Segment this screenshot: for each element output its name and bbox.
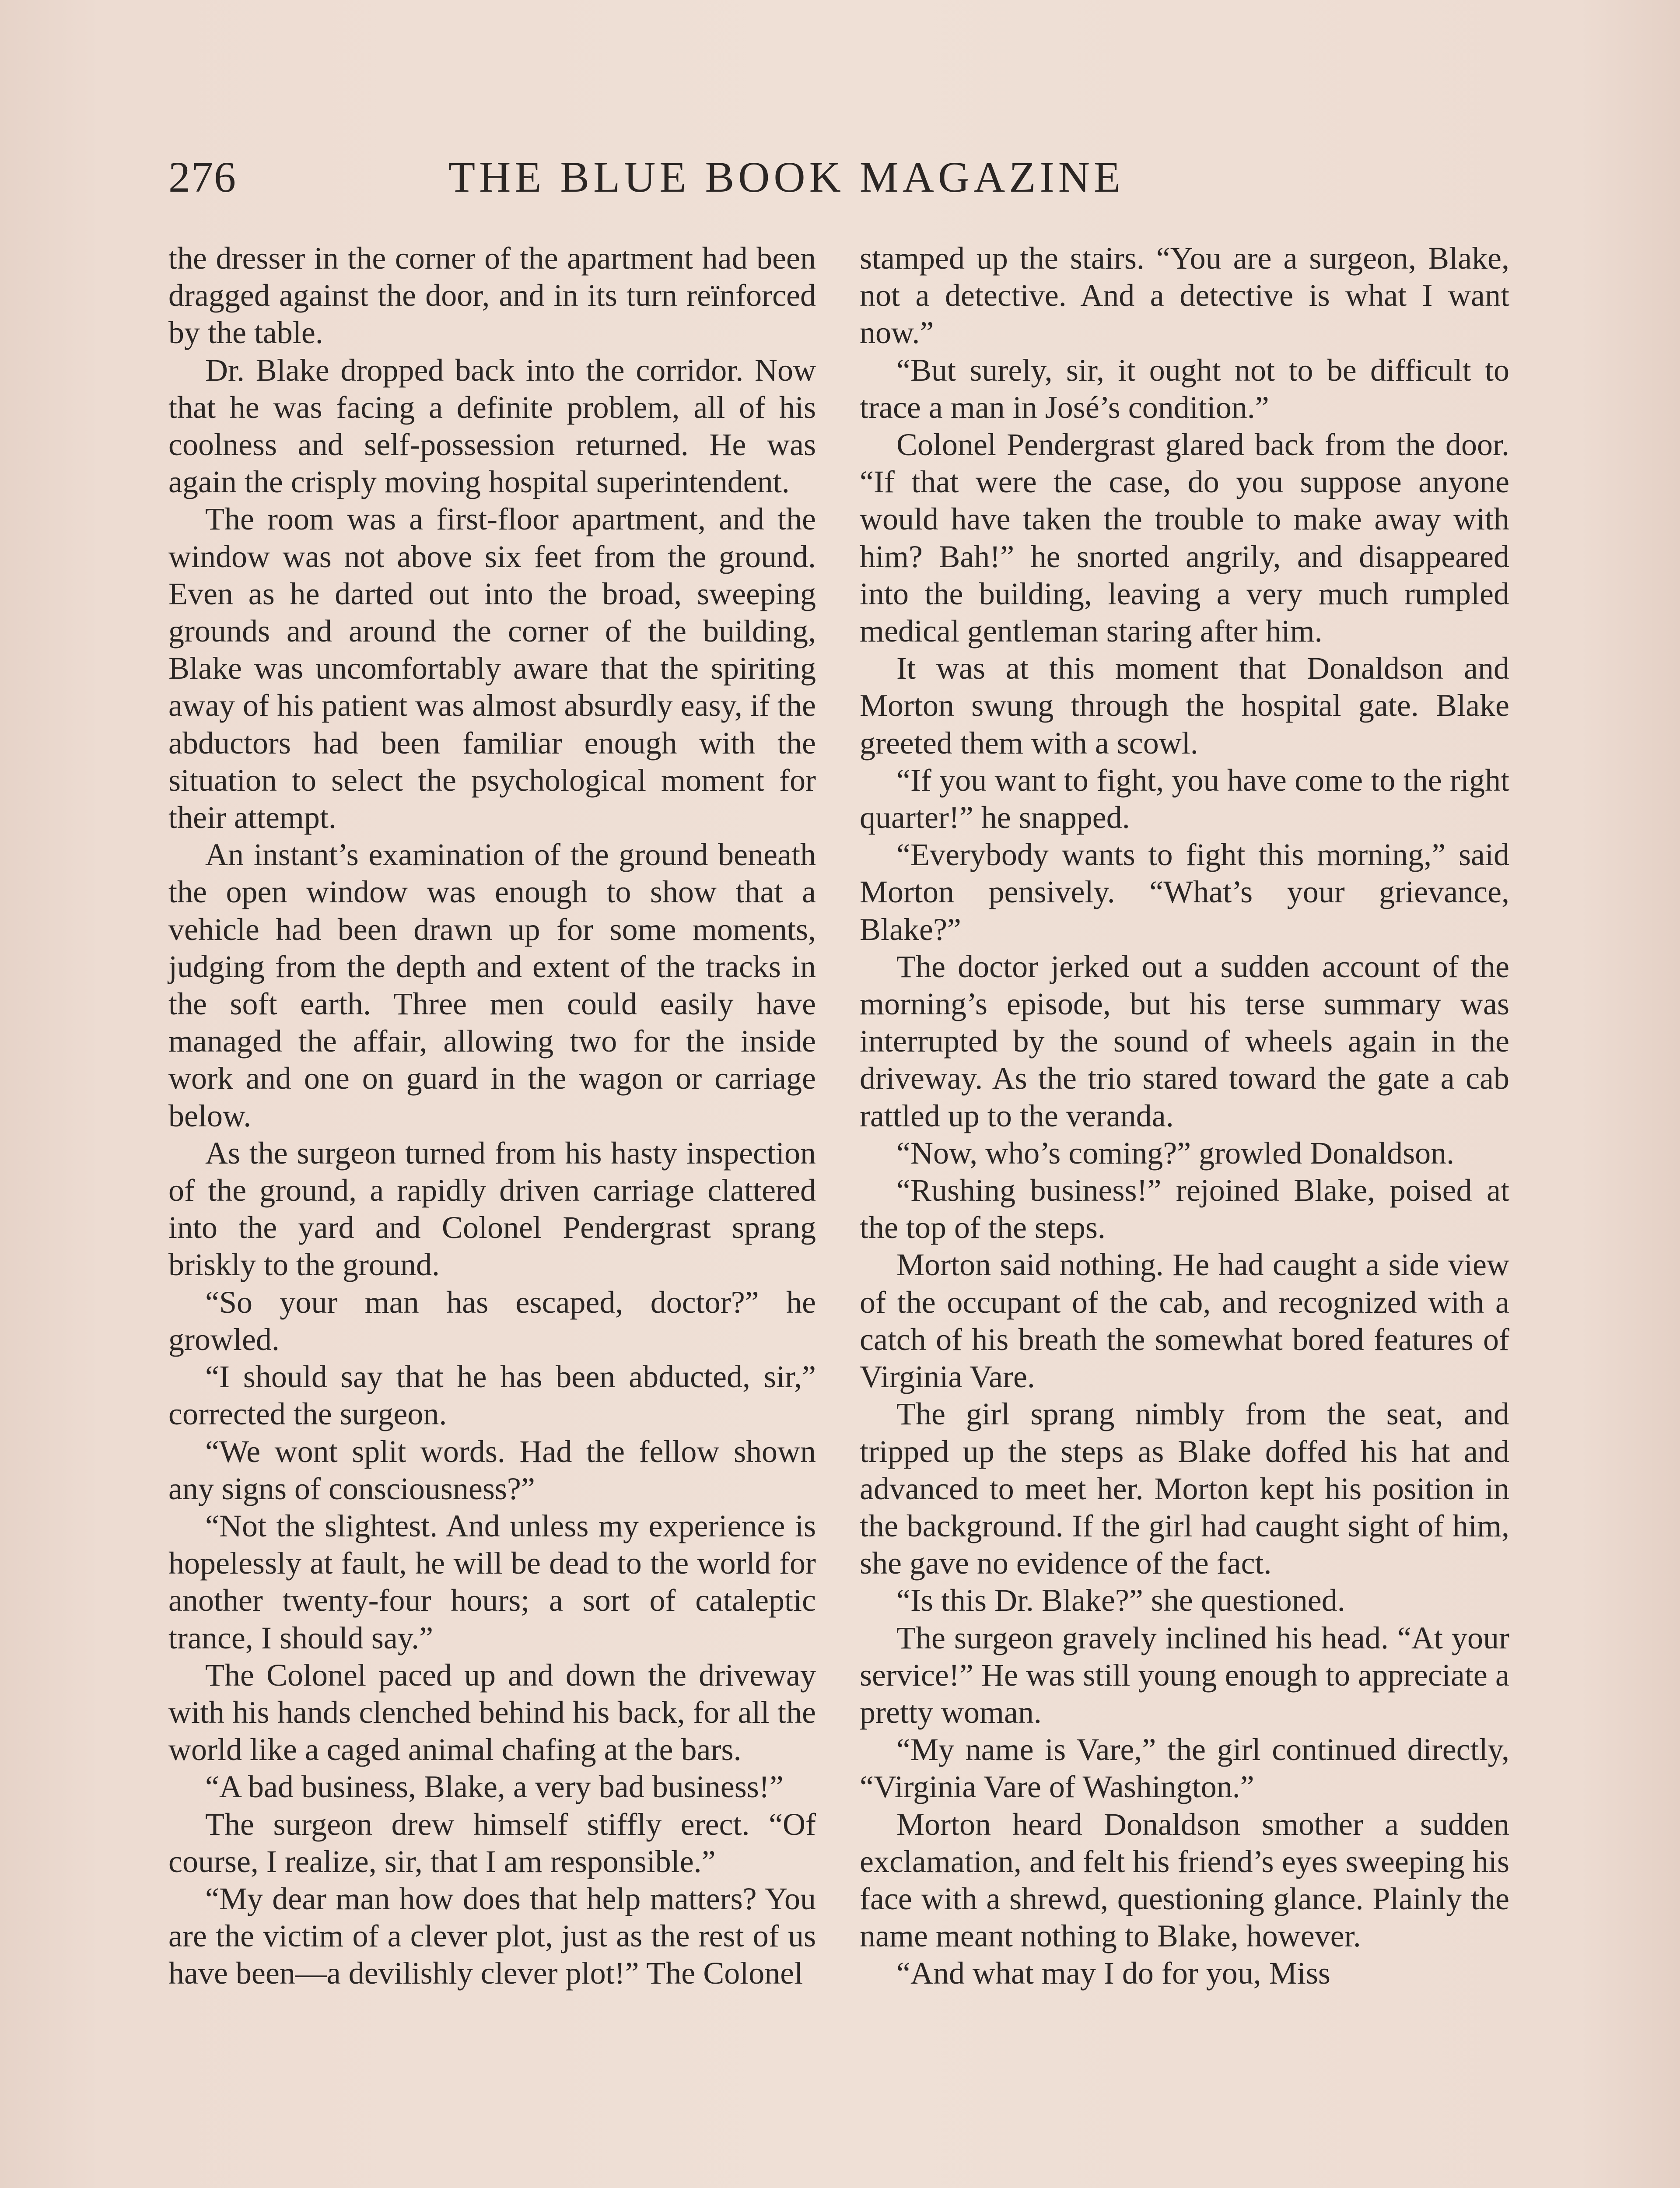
running-title: THE BLUE BOOK MAGAZINE [448, 153, 1125, 201]
paragraph: “But surely, sir, it ought not to be difficult to trace a man in José’s condition.” [860, 352, 1509, 425]
paragraph: “Is this Dr. Blake?” she questioned. [896, 1583, 1345, 1618]
paragraph: Morton said nothing. He had caught a side view of the occupant of the cab, and recognized with a catch of his breath the somewhat bored features of Virginia Vare. [860, 1247, 1509, 1395]
paragraph: The girl sprang nimbly from the seat, and tripped up the steps as Blake doffed his hat and advanced to meet her. Morton kept his position in the background. If the girl had caught sight of him, she gave no evidence of the fact. [860, 1396, 1509, 1581]
paragraph: “I should say that he has been abducted, sir,” corrected the surgeon. [168, 1359, 816, 1432]
paragraph: “Now, who’s coming?” growled Donaldson. [896, 1135, 1455, 1171]
right-column [860, 240, 1509, 1992]
paragraph: “A bad business, Blake, a very bad business!” [205, 1769, 784, 1805]
paragraph: “My dear man how does that help matters? You are the victim of a clever plot, just as the rest of us have been—a devilishly clever plot!” The Colonel [168, 1881, 816, 1991]
page-header [168, 142, 1512, 212]
paragraph: It was at this moment that Donaldson and Morton swung through the hospital gate. Blake greeted them with a scowl. [860, 651, 1509, 761]
paragraph: “My name is Vare,” the girl continued directly, “Virginia Vare of Washington.” [860, 1732, 1509, 1805]
paragraph: “Everybody wants to fight this morning,” said Morton pensively. “What’s your grievance, Blake?” [860, 837, 1509, 947]
paragraph: “Not the slightest. And unless my experience is hopelessly at fault, he will be dead to the world for another twenty-four hours; a sort of cataleptic trance, I should say.” [168, 1508, 816, 1655]
page-number: 276 [168, 153, 237, 201]
paragraph: Dr. Blake dropped back into the corridor. Now that he was facing a definite problem, all of his coolness and self-possession returned. He was again the crisply moving hospital superintendent. [168, 352, 816, 500]
paragraph: stamped up the stairs. “You are a surgeon, Blake, not a detective. And a detective is what I want now.” [860, 241, 1509, 351]
paragraph: The Colonel paced up and down the driveway with his hands clenched behind his back, for all the world like a caged animal chafing at the bars. [168, 1657, 816, 1767]
paragraph: The surgeon drew himself stiffly erect. “Of course, I realize, sir, that I am responsible.” [168, 1806, 816, 1879]
left-column [168, 240, 816, 1992]
paragraph: The doctor jerked out a sudden account of the morning’s episode, but his terse summary was interrupted by the sound of wheels again in the driveway. As the trio stared toward the gate a cab rattled up to the veranda. [860, 949, 1509, 1133]
paragraph: An instant’s examination of the ground beneath the open window was enough to show that a vehicle had been drawn up for some moments, judging from the depth and extent of the tracks in the soft earth. Three men could easily have managed the affair, allowing two for the inside work and one on guard in the wagon or carriage below. [168, 837, 816, 1133]
paragraph: the dresser in the corner of the apartment had been dragged against the door, and in its turn reïnforced by the table. [168, 241, 816, 351]
paragraph: As the surgeon turned from his hasty inspection of the ground, a rapidly driven carriage clattered into the yard and Colonel Pendergrast sprang briskly to the ground. [168, 1135, 816, 1283]
paragraph: “If you want to fight, you have come to the right quarter!” he snapped. [860, 762, 1509, 835]
paragraph: The surgeon gravely inclined his head. “At your service!” He was still young enough to appreciate a pretty woman. [860, 1620, 1509, 1730]
paragraph: “And what may I do for you, Miss [896, 1956, 1330, 1991]
paragraph: “We wont split words. Had the fellow shown any signs of consciousness?” [168, 1434, 816, 1506]
paragraph: Colonel Pendergrast glared back from the door. “If that were the case, do you suppose anyone would have taken the trouble to make away with him? Bah!” he snorted angrily, and disappeared into the building, leaving a very much rumpled medical gentleman staring after him. [860, 427, 1509, 649]
paragraph: “Rushing business!” rejoined Blake, poised at the top of the steps. [860, 1173, 1509, 1245]
paragraph: The room was a first-floor apartment, and the window was not above six feet from the ground. Even as he darted out into the broad, sweeping grounds and around the corner of the building, Blake was uncomfortably aware that the spiriting away of his patient was almost absurdly easy, if the abductors had been familiar enough with the situation to select the psychological moment for their attempt. [168, 501, 816, 835]
paragraph: Morton heard Donaldson smother a sudden exclamation, and felt his friend’s eyes sweeping his face with a shrewd, questioning glance. Plainly the name meant nothing to Blake, however. [860, 1806, 1509, 1954]
paragraph: “So your man has escaped, doctor?” he growled. [168, 1284, 816, 1357]
